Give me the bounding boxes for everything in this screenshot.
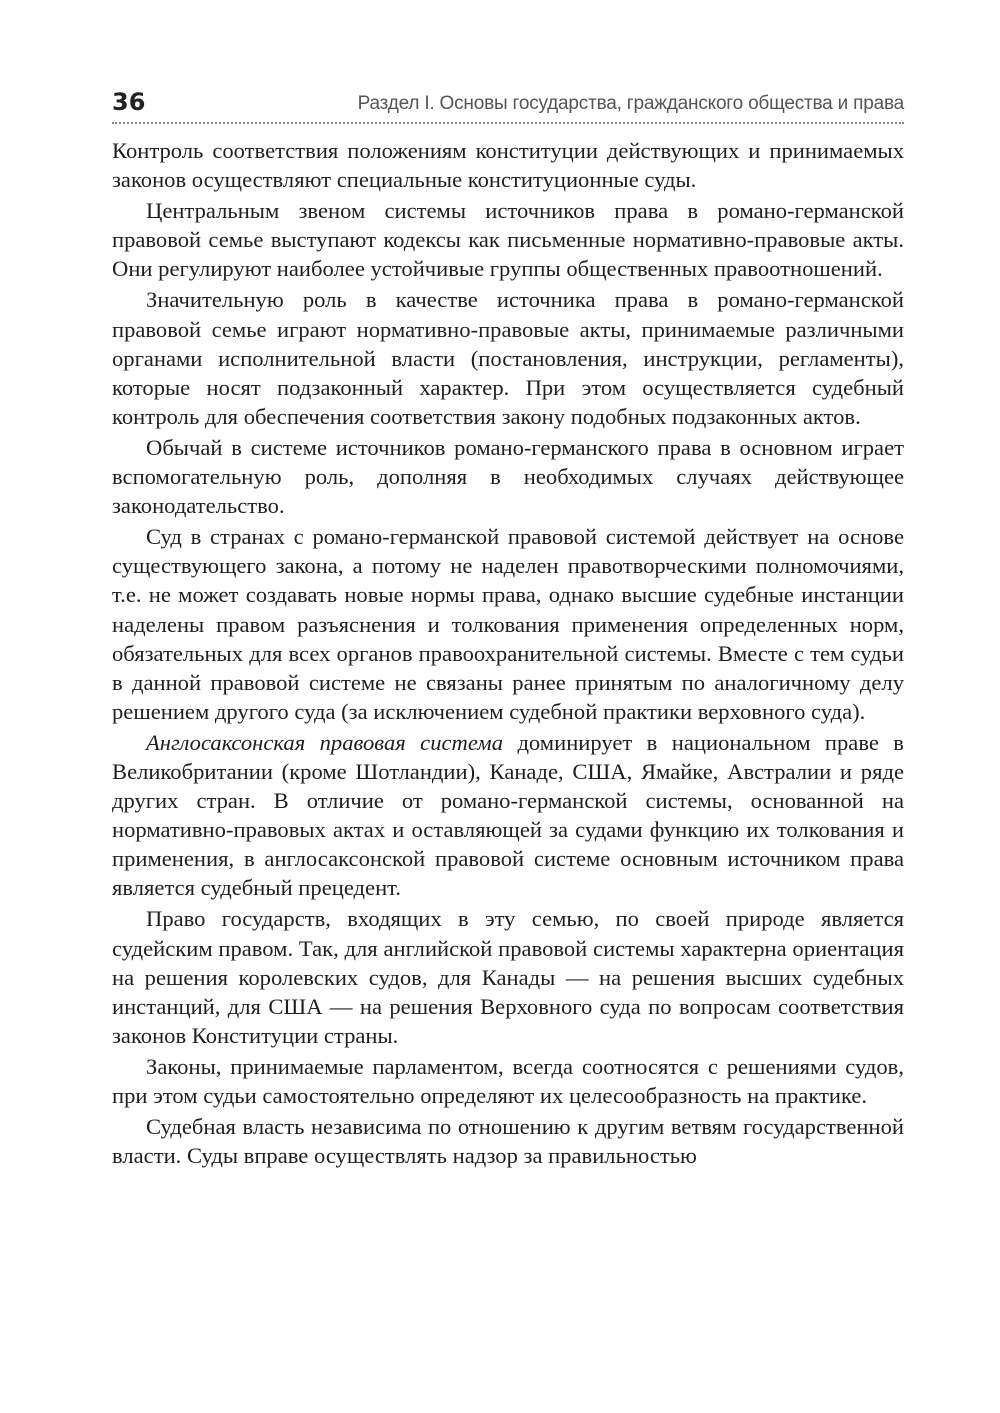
paragraph-text: Обычай в системе источников романо-германского права в основном играет вспомогательную роль, дополняя в необходимых случаях действующее законодательство. <box>112 434 904 519</box>
document-page <box>112 86 904 1172</box>
paragraph-7 <box>112 904 904 1049</box>
paragraph-4 <box>112 433 904 520</box>
page-header <box>112 86 904 124</box>
paragraph-9 <box>112 1112 904 1170</box>
paragraph-1 <box>112 136 904 194</box>
paragraph-text: Значительную роль в качестве источника права в романо-германской правовой семье играют нормативно-правовые акты, принимаемые различными органами исполнительной власти (постановления, инструкции, регламенты), которые носят подзаконный характер. При этом осуществляется судебный контроль для обеспечения соответствия закону подобных подзаконных актов. <box>112 287 904 429</box>
paragraph-3 <box>112 285 904 430</box>
paragraph-2 <box>112 196 904 283</box>
paragraph-8 <box>112 1052 904 1110</box>
paragraph-text: Контроль соответствия положениям конституции действующих и принимаемых законов осуществляют специальные конституционные суды. <box>112 138 904 193</box>
italic-term: Англосаксонская правовая система <box>146 729 504 755</box>
paragraph-text: доминирует в национальном праве в Великобритании (кроме Шотландии), Канаде, США, Ямайке, Австралии и ряде других стран. В отличие от романо-германской системы, основанной на нормативно-правовых актах и оставляющей за судами функцию их толкования и применения, в англосаксонской правовой системе основным источником права является судебный прецедент. <box>112 729 904 901</box>
paragraph-6 <box>112 728 904 903</box>
paragraph-text: Законы, принимаемые парламентом, всегда соотносятся с решениями судов, при этом судьи самостоятельно определяют их целесообразность на практике. <box>112 1053 904 1108</box>
paragraph-text: Центральным звеном системы источников права в романо-германской правовой семье выступают кодексы как письменные нормативно-правовые акты. Они регулируют наиболее устойчивые группы общественных правоотношений. <box>112 198 904 282</box>
page-number: 36 <box>112 88 146 116</box>
paragraph-text: Судебная власть независима по отношению к другим ветвям государственной власти. Суды вправе осуществлять надзор за правильностью <box>112 1114 904 1169</box>
paragraph-5 <box>112 522 904 726</box>
body-text <box>112 136 904 1170</box>
paragraph-text: Право государств, входящих в эту семью, по своей природе является судейским правом. Так, для английской правовой системы характерна ориентация на решения королевских судов, для Канады — на решения высших судебных инстанций, для США — на решения Верховного суда по вопросам соответствия законов Конституции страны. <box>112 906 904 1048</box>
paragraph-text: Суд в странах с романо-германской правовой системой действует на основе существующего закона, а потому не наделен правотворческими полномочиями, т.е. не может создавать новые нормы права, однако высшие судебные инстанции наделены правом разъяснения и толкования применения определенных норм, обязательных для всех органов правоохранительной системы. Вместе с тем судьи в данной правовой системе не связаны ранее принятым по аналогичному делу решением другого суда (за исключением судебной практики верховного суда). <box>112 524 904 724</box>
running-head: Раздел I. Основы государства, гражданского общества и права <box>357 93 904 114</box>
